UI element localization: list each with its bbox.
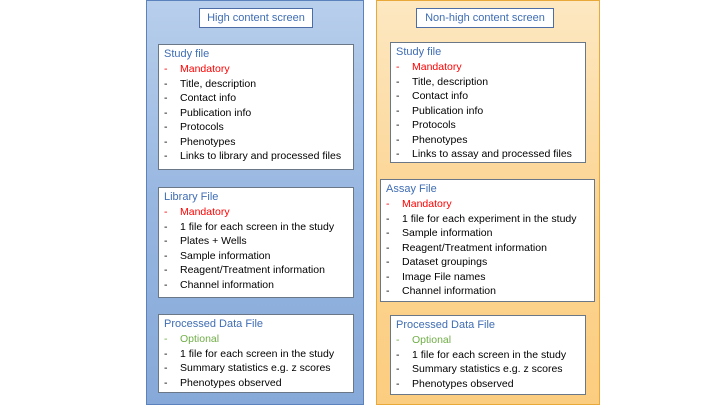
nhc-processed-file-card [390, 315, 586, 395]
list-item: - Phenotypes [396, 133, 468, 146]
list-item: - Contact info [396, 90, 469, 102]
list-item: - Reagent/Treatment information [164, 264, 325, 276]
non-high-content-panel [376, 0, 600, 405]
list-item: - 1 file for each experiment in the study [386, 212, 577, 225]
list-item: - 1 file for each screen in the study [164, 220, 335, 233]
hc-processed-file-title: Processed Data File [164, 318, 264, 330]
list-item: - Phenotypes observed [164, 376, 282, 389]
list-item: - Links to assay and processed files [396, 148, 572, 160]
nhc-processed-file-title: Processed Data File [396, 319, 496, 331]
nhc-study-file-mandatory: - Mandatory [396, 61, 462, 73]
hc-processed-file-optional: - Optional [164, 333, 220, 345]
list-item: - Summary statistics e.g. z scores [396, 363, 563, 375]
nhc-assay-file-mandatory: - Mandatory [386, 198, 452, 210]
list-item: - Title, description [164, 77, 257, 90]
list-item: - Plates + Wells [164, 235, 247, 247]
nhc-study-file-title: Study file [396, 46, 442, 58]
list-item: - Reagent/Treatment information [386, 241, 547, 254]
list-item: - Title, description [396, 75, 489, 88]
list-item: - Channel information [164, 278, 274, 291]
hc-library-file-mandatory: - Mandatory [164, 206, 230, 218]
list-item: - Summary statistics e.g. z scores [164, 362, 331, 374]
hc-study-file-title: Study file [164, 48, 210, 60]
hc-study-file-mandatory: - Mandatory [164, 63, 230, 75]
list-item: - Sample information [386, 227, 493, 239]
hc-study-file-card [158, 44, 354, 170]
hc-processed-file-card [158, 314, 354, 393]
list-item: - Image File names [386, 270, 486, 283]
list-item: - Phenotypes observed [396, 377, 514, 390]
list-item: - 1 file for each screen in the study [164, 347, 335, 360]
nhc-assay-file-card [380, 179, 595, 302]
list-item: - Links to library and processed files [164, 150, 342, 162]
high-content-title: High content screen [199, 8, 313, 28]
list-item: - Protocols [396, 119, 456, 131]
hc-library-file-title: Library File [164, 191, 219, 203]
list-item: - Sample information [164, 249, 271, 262]
list-item: - Publication info [396, 104, 484, 117]
nhc-processed-file-optional: - Optional [396, 334, 452, 346]
list-item: - Channel information [386, 285, 496, 297]
hc-library-file-card [158, 187, 354, 298]
list-item: - Publication info [164, 106, 252, 119]
list-item: - Protocols [164, 121, 224, 133]
list-item: - 1 file for each screen in the study [396, 348, 567, 361]
nhc-study-file-card [390, 42, 586, 163]
list-item: - Contact info [164, 92, 237, 104]
nhc-assay-file-title: Assay File [386, 183, 437, 195]
list-item: - Dataset groupings [386, 256, 488, 268]
high-content-panel [146, 0, 364, 405]
list-item: - Phenotypes [164, 135, 236, 148]
non-high-content-title: Non-high content screen [416, 8, 554, 28]
